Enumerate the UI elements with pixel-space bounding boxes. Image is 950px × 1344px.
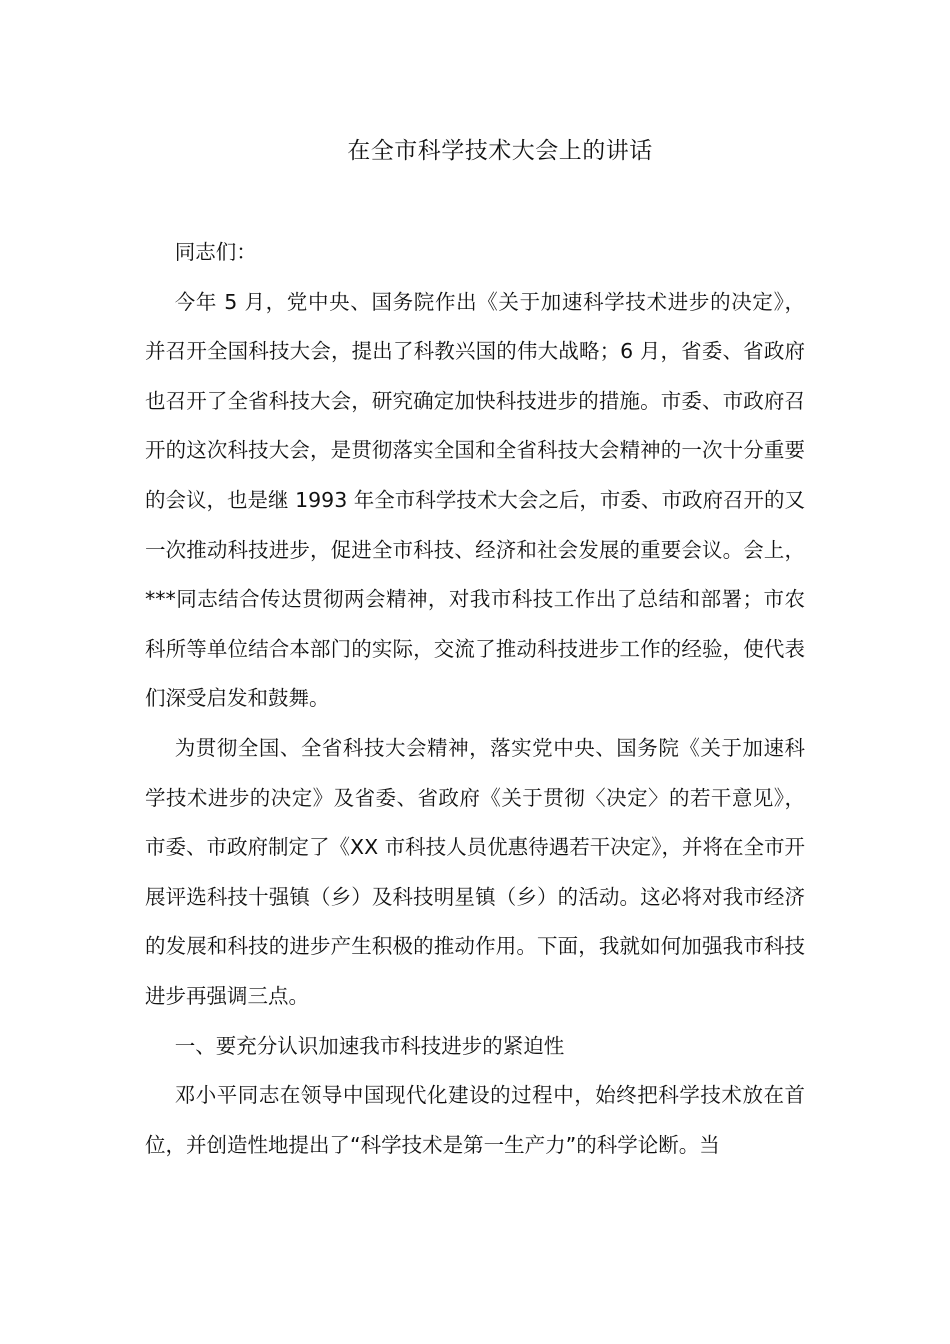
document-body xyxy=(145,228,805,1170)
section-heading: 一、要充分认识加速我市科技进步的紧迫性 xyxy=(174,1033,565,1058)
document-title: 在全市科学技术大会上的讲话 xyxy=(347,138,653,164)
paragraph: 为贯彻全国、全省科技大会精神，落实党中央、国务院《关于加速科学技术进步的决定》及省委、省政府《关于贯彻〈决定〉的若干意见》，市委、市政府制定了《XX 市科技人员优惠待遇若干决定》，并将在全市开展评选科技十强镇（乡）及科技明星镇（乡）的活动。这必将对我市经济的发展和科技的进步产生积极的推动作用。下面，我就如何加强我市科技进步再强调三点。 xyxy=(145,735,805,1008)
salutation: 同志们： xyxy=(174,240,257,264)
paragraph: 今年 5 月，党中央、国务院作出《关于加速科学技术进步的决定》，并召开全国科技大会，提出了科教兴国的伟大战略；6 月，省委、省政府也召开了全省科技大会，研究确定加快科技进步的措施。市委、市政府召开的这次科技大会，是贯彻落实全国和全省科技大会精神的一次十分重要的会议，也是继 1993 年全市科学技术大会之后，市委、市政府召开的又一次推动科技进步，促进全市科技、经济和社会发展的重要会议。会上，***同志结合传达贯彻两会精神，对我市科技工作出了总结和部署；市农科所等单位结合本部门的实际，交流了推动科技进步工作的经验，使代表们深受启发和鼓舞。 xyxy=(145,289,805,711)
paragraph: 邓小平同志在领导中国现代化建设的过程中，始终把科学技术放在首位，并创造性地提出了“科学技术是第一生产力”的科学论断。当 xyxy=(145,1083,805,1157)
